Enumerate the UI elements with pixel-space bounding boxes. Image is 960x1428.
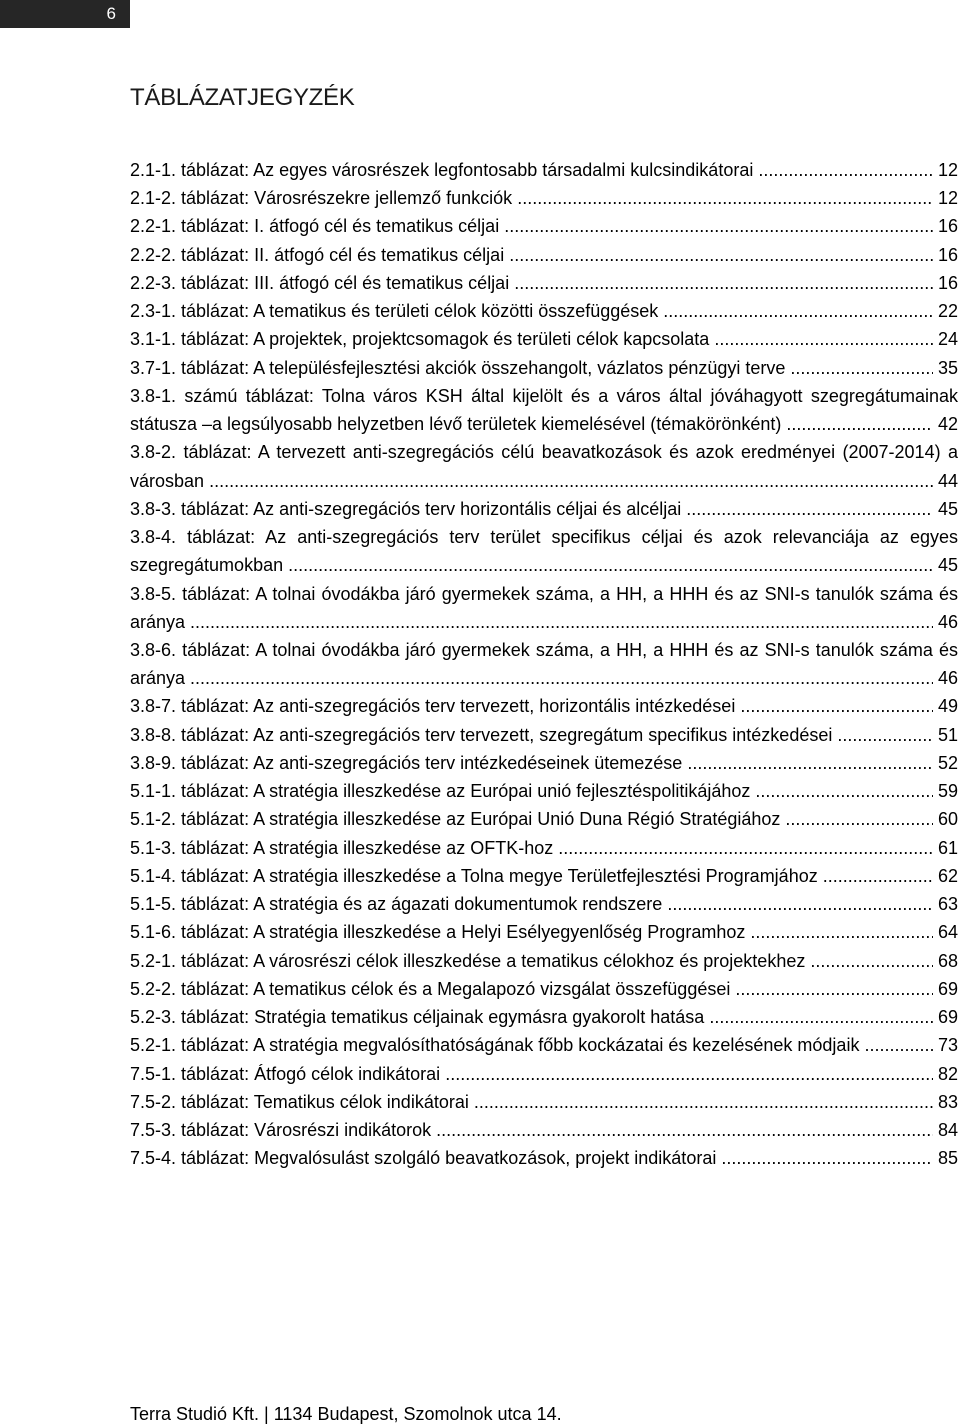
toc-entry-page-number: 12 (933, 184, 958, 212)
toc-entry-page-number: 42 (933, 410, 958, 438)
toc-entry-title: 7.5-4. táblázat: Megvalósulást szolgáló beavatkozások, projekt indikátorai (130, 1148, 717, 1169)
toc-entry[interactable] (130, 636, 958, 692)
toc-entry-title: 5.1-3. táblázat: A stratégia illeszkedése az OFTK-hoz (130, 837, 554, 858)
toc-entry-title: 3.7-1. táblázat: A településfejlesztési akciók összehangolt, vázlatos pénzügyi terve (130, 357, 786, 378)
toc-entry[interactable] (130, 297, 958, 325)
toc-entry-title: 3.8-2. táblázat: A tervezett anti-szegregációs célú beavatkozások és azok eredményei (2007-2014) a városban (130, 442, 958, 491)
toc-entry-page-number: 22 (933, 297, 958, 325)
toc-entry-title: 5.1-2. táblázat: A stratégia illeszkedése az Európai Unió Duna Régió Stratégiához (130, 809, 781, 830)
toc-entry-page-number: 62 (933, 862, 958, 890)
toc-entry[interactable] (130, 834, 958, 862)
toc-entry-page-number: 51 (933, 721, 958, 749)
toc-entry[interactable] (130, 354, 958, 382)
toc-entry-title: 2.2-3. táblázat: III. átfogó cél és tematikus céljai (130, 272, 510, 293)
toc-entry-title: 5.1-5. táblázat: A stratégia és az ágazati dokumentumok rendszere (130, 894, 663, 915)
toc-entry-page-number: 16 (933, 241, 958, 269)
toc-entry[interactable] (130, 1116, 958, 1144)
toc-entry-title: 7.5-2. táblázat: Tematikus célok indikátorai (130, 1091, 469, 1112)
page-number-badge (0, 0, 130, 28)
toc-entry[interactable] (130, 692, 958, 720)
toc-entry-page-number: 45 (933, 551, 958, 579)
page-footer: Terra Studió Kft. | 1134 Budapest, Szomolnok utca 14. (130, 1404, 562, 1424)
toc-entry[interactable] (130, 1003, 958, 1031)
toc-entry[interactable] (130, 1144, 958, 1172)
toc-entry-page-number: 82 (933, 1060, 958, 1088)
toc-entry-page-number: 46 (933, 664, 958, 692)
toc-entry-title: 3.8-8. táblázat: Az anti-szegregációs terv tervezett, szegregátum specifikus intézkedései (130, 724, 833, 745)
page-number: 6 (106, 4, 116, 23)
toc-entry-page-number: 64 (933, 918, 958, 946)
toc-entry-page-number: 16 (933, 269, 958, 297)
toc-entry[interactable] (130, 918, 958, 946)
toc-entry-page-number: 63 (933, 890, 958, 918)
toc-entry[interactable] (130, 580, 958, 636)
toc-entry-page-number: 24 (933, 325, 958, 353)
toc-entry-title: 5.1-1. táblázat: A stratégia illeszkedése az Európai unió fejlesztéspolitikájához (130, 781, 751, 802)
toc-entry-title: 2.3-1. táblázat: A tematikus és területi célok közötti összefüggések (130, 301, 659, 322)
toc-entry-page-number: 60 (933, 805, 958, 833)
toc-entry-title: 3.8-5. táblázat: A tolnai óvodákba járó gyermekek száma, a HH, a HHH és az SNI-s tanulók száma és aránya (130, 583, 958, 632)
toc-entry-page-number: 83 (933, 1088, 958, 1116)
toc-entry-title: 2.2-2. táblázat: II. átfogó cél és tematikus céljai (130, 244, 505, 265)
toc-entry-page-number: 46 (933, 608, 958, 636)
toc-entry-page-number: 12 (933, 156, 958, 184)
toc-entry-title: 2.1-1. táblázat: Az egyes városrészek legfontosabb társadalmi kulcsindikátorai (130, 160, 754, 180)
toc-entry[interactable] (130, 495, 958, 523)
toc-entry[interactable] (130, 523, 958, 579)
toc-entry-title: 5.1-6. táblázat: A stratégia illeszkedése a Helyi Esélyegyenlőség Programhoz (130, 922, 746, 943)
toc-entry[interactable] (130, 382, 958, 438)
toc-entry-title: 5.2-1. táblázat: A városrészi célok illeszkedése a tematikus célokhoz és projektekhez (130, 950, 806, 971)
toc-entry-title: 5.2-3. táblázat: Stratégia tematikus céljainak egymásra gyakorolt hatása (130, 1007, 705, 1028)
toc-entry-title: 3.8-6. táblázat: A tolnai óvodákba járó gyermekek száma, a HH, a HHH és az SNI-s tanulók száma és aránya (130, 639, 958, 689)
toc-entry[interactable] (130, 890, 958, 918)
toc-entry-page-number: 16 (933, 212, 958, 240)
toc-entry[interactable] (130, 184, 958, 212)
toc-entry[interactable] (130, 749, 958, 777)
toc-entry-title: 5.1-4. táblázat: A stratégia illeszkedése a Tolna megye Területfejlesztési Programjához (130, 865, 818, 886)
toc-entry-page-number: 61 (933, 834, 958, 862)
toc-entry-title: 2.2-1. táblázat: I. átfogó cél és tematikus céljai (130, 216, 500, 237)
toc-entry-title: 3.8-3. táblázat: Az anti-szegregációs terv horizontális céljai és alcéljai (130, 498, 682, 519)
toc-entry[interactable] (130, 438, 958, 494)
toc-entry-title: 3.8-1. számú táblázat: Tolna város KSH által kijelölt és a város által jóváhagyott szegregátumainak státusza –a legsúlyosabb helyzetben lévő területek kiemelésével (témakörönként) (130, 385, 958, 435)
toc-entry[interactable] (130, 947, 958, 975)
toc-entry[interactable] (130, 1088, 958, 1116)
toc-entry-title: 5.2-2. táblázat: A tematikus célok és a Megalapozó vizsgálat összefüggései (130, 978, 731, 999)
toc-entry-page-number: 68 (933, 947, 958, 975)
toc-entry-title: 3.8-9. táblázat: Az anti-szegregációs terv intézkedéseinek ütemezése (130, 752, 683, 773)
toc-entry-page-number: 52 (933, 749, 958, 777)
toc-entry[interactable] (130, 862, 958, 890)
toc-entry-page-number: 35 (933, 354, 958, 382)
toc-entry-page-number: 84 (933, 1116, 958, 1144)
toc-entry-page-number: 44 (933, 467, 958, 495)
toc-entry-title: 7.5-3. táblázat: Városrészi indikátorok (130, 1119, 432, 1140)
toc-entry-page-number: 85 (933, 1144, 958, 1172)
toc-entry-title: 3.8-7. táblázat: Az anti-szegregációs terv tervezett, horizontális intézkedései (130, 696, 736, 717)
toc-entry-title: 3.8-4. táblázat: Az anti-szegregációs terv terület specifikus céljai és azok relevanciája az egyes szegregátumokban (130, 527, 958, 576)
toc-entry-title: 2.1-2. táblázat: Városrészekre jellemző funkciók (130, 188, 513, 209)
toc-entry-title: 7.5-1. táblázat: Átfogó célok indikátorai (130, 1063, 441, 1084)
toc-entry-page-number: 49 (933, 692, 958, 720)
toc-entry-page-number: 69 (933, 975, 958, 1003)
toc-entry-page-number: 69 (933, 1003, 958, 1031)
toc-entry[interactable] (130, 212, 958, 240)
toc-entry[interactable] (130, 325, 958, 353)
toc-entry[interactable] (130, 777, 958, 805)
toc-entry[interactable] (130, 1060, 958, 1088)
toc-entry-page-number: 73 (933, 1031, 958, 1059)
toc-entry-title: 5.2-1. táblázat: A stratégia megvalósíthatóságának főbb kockázatai és kezelésének módjaik (130, 1035, 860, 1056)
toc-entry[interactable] (130, 1031, 958, 1059)
toc-entry-page-number: 59 (933, 777, 958, 805)
toc-entry[interactable] (130, 805, 958, 833)
toc-entry-title: 3.1-1. táblázat: A projektek, projektcsomagok és területi célok kapcsolata (130, 329, 710, 350)
toc-entry[interactable] (130, 975, 958, 1003)
toc-entry[interactable] (130, 269, 958, 297)
toc-entry[interactable] (130, 721, 958, 749)
page-heading: TÁBLÁZATJEGYZÉK (130, 84, 355, 111)
table-of-tables-list (130, 156, 958, 1172)
toc-entry[interactable] (130, 241, 958, 269)
toc-entry[interactable] (130, 156, 958, 184)
toc-entry-page-number: 45 (933, 495, 958, 523)
